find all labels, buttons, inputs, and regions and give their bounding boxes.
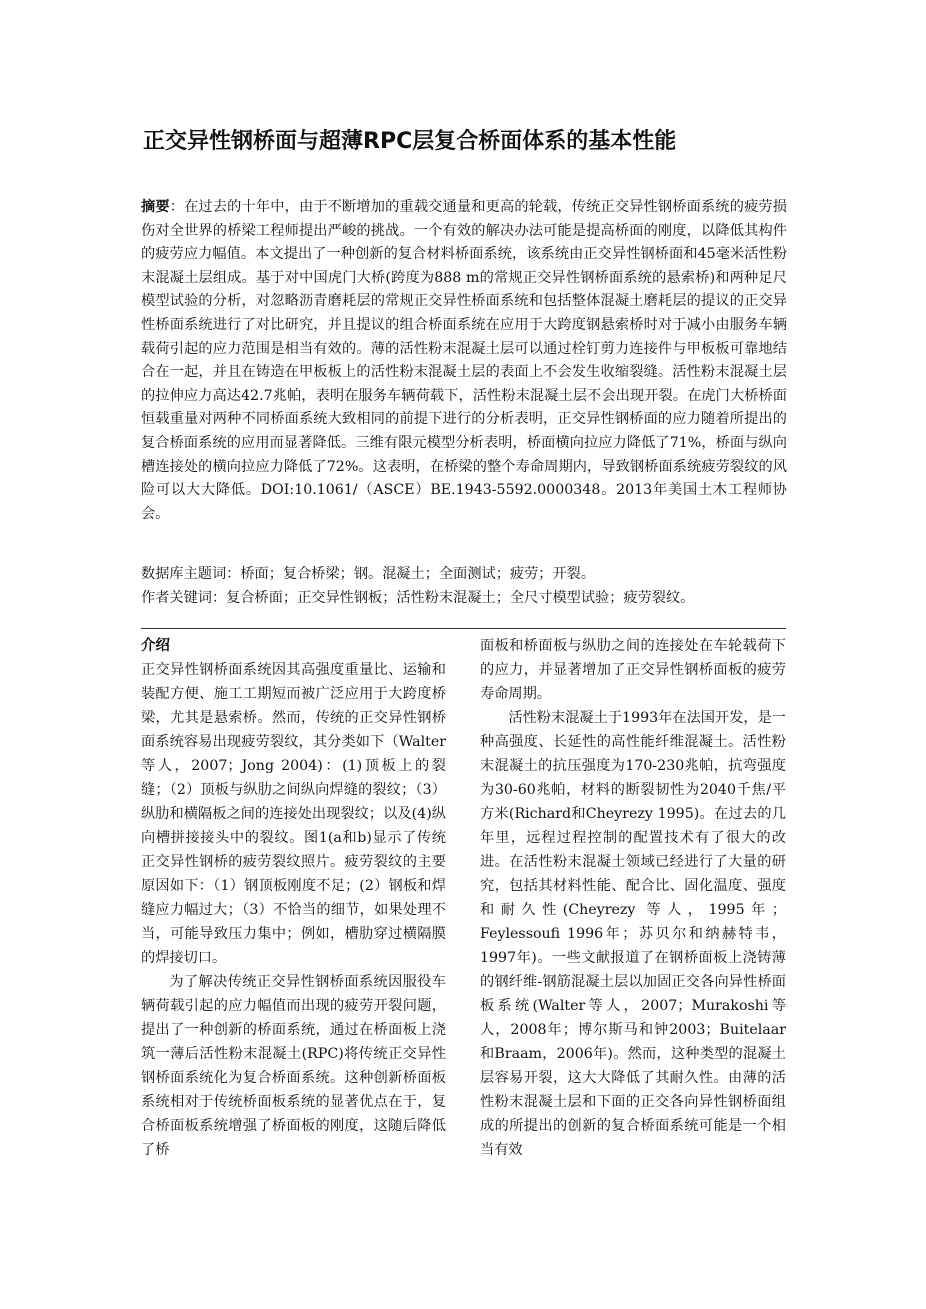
abstract-paragraph — [141, 196, 787, 526]
intro-paragraph-3: 活性粉末混凝土于1993年在法国开发，是一种高强度、长延性的高性能纤维混凝土。活性粉末混凝土的抗压强度为170-230兆帕，抗弯强度为30-60兆帕，材料的断裂韧性为2040千焦/平方米(Richard和Cheyrezy 1995)。在过去的几年里，远程过程控制的配置技术有了很大的改进。在活性粉末混凝土领域已经进行了大量的研究，包括其材料性能、配合比、固化温度、强度和耐久性(Cheyrezy 等人，1995年；Feylessoufi 1996年；苏贝尔和纳赫特韦，1997年)。一些文献报道了在钢桥面板上浇铸薄的钢纤维-钢筋混凝土层以加固正交各向异性桥面板系统(Walter等人，2007；Murakoshi等人，2008年；博尔斯马和钟2003；Buitelaar和Braam，2006年)。然而，这种类型的混凝土层容易开裂，这大大降低了其耐久性。由薄的活性粉末混凝土层和下面的正交各向异性钢桥面组成的所提出的创新的复合桥面系统可能是一个相当有效 — [480, 710, 786, 1158]
database-subject-terms: 数据库主题词：桥面；复合桥梁；钢。混凝土；全面测试；疲劳；开裂。 — [141, 566, 596, 582]
abstract-text: ：在过去的十年中，由于不断增加的重载交通量和更高的轮载，传统正交异性钢桥面系统的疲劳损伤对全世界的桥梁工程师提出严峻的挑战。一个有效的解决办法可能是提高桥面的刚度，以降低其构件的疲劳应力幅值。本文提出了一种创新的复合材料桥面系统，该系统由正交异性钢桥面和45毫米活性粉末混凝土层组成。基于对中国虎门大桥(跨度为888 m的常规正交异性钢桥面系统的悬索桥)和两种足尺模型试验的分析，对忽略沥青磨耗层的常规正交异性桥面系统和包括整体混凝土磨耗层的提议的正交异性桥面系统进行了对比研究，并且提议的组合桥面系统在应用于大跨度钢悬索桥时对于减小由服务车辆载荷引起的应力范围是相当有效的。薄的活性粉末混凝土层可以通过栓钉剪力连接件与甲板板可靠地结合在一起，并且在铸造在甲板板上的活性粉末混凝土层的表面上不会发生收缩裂缝。活性粉末混凝土层的拉伸应力高达42.7兆帕，表明在服务车辆荷载下，活性粉末混凝土层不会出现开裂。在虎门大桥桥面恒载重量对两种不同桥面系统大致相同的前提下进行的分析表明，正交异性钢桥面的应力随着所提出的复合桥面系统的应用而显著降低。三维有限元模型分析表明，桥面横向拉应力降低了71%，桥面与纵向槽连接处的横向拉应力降低了72%。这表明，在桥梁的整个寿命周期内，导致钢桥面系统疲劳裂纹的风险可以大大降低。DOI:10.1061/（ASCE）BE.1943-5592.0000348。2013年美国土木工程师协会。 — [141, 199, 787, 522]
paper-title: 正交异性钢桥面与超薄RPC层复合桥面体系的基本性能 — [143, 129, 677, 154]
intro-paragraph-2: 为了解决传统正交异性钢桥面系统因服役车辆荷载引起的应力幅值而出现的疲劳开裂问题，提出了一种创新的桥面系统，通过在桥面板上浇筑一薄后活性粉末混凝土(RPC)将传统正交异性钢桥面系统化为复合桥面系统。这种创新桥面板系统相对于传统桥面板系统的显著优点在于，复合桥面板系统增强了桥面板的刚度，这随后降低了桥 — [141, 974, 446, 1158]
author-keywords: 作者关键词：复合桥面；正交异性钢板；活性粉末混凝土；全尺寸模型试验；疲劳裂纹。 — [141, 590, 695, 606]
abstract — [141, 196, 787, 526]
intro-paragraph-2-continued: 面板和桥面板与纵肋之间的连接处在车轮载荷下的应力，并显著增加了正交异性钢桥面板的疲劳寿命周期。 — [480, 638, 786, 702]
abstract-label: 摘要 — [141, 199, 170, 215]
intro-paragraph-1: 正交异性钢桥面系统因其高强度重量比、运输和装配方便、施工工期短而被广泛应用于大跨度桥梁，尤其是悬索桥。然而，传统的正交异性钢桥面系统容易出现疲劳裂纹，其分类如下（Walter等人，2007；Jong 2004)：(1)顶板上的裂缝；（2）顶板与纵肋之间纵向焊缝的裂纹；（3）纵肋和横隔板之间的连接处出现裂纹；以及(4)纵向槽拼接接头中的裂纹。图1(a和b)显示了传统正交异性钢桥的疲劳裂纹照片。疲劳裂纹的主要原因如下：（1）钢顶板刚度不足；(2）钢板和焊缝应力幅过大；（3）不恰当的细节，如果处理不当，可能导致压力集中；例如，槽肋穿过横隔膜的焊接切口。 — [141, 662, 446, 966]
section-heading-introduction: 介绍 — [141, 638, 170, 654]
left-column — [141, 634, 446, 1162]
right-column — [480, 634, 786, 1162]
section-divider — [141, 628, 786, 629]
